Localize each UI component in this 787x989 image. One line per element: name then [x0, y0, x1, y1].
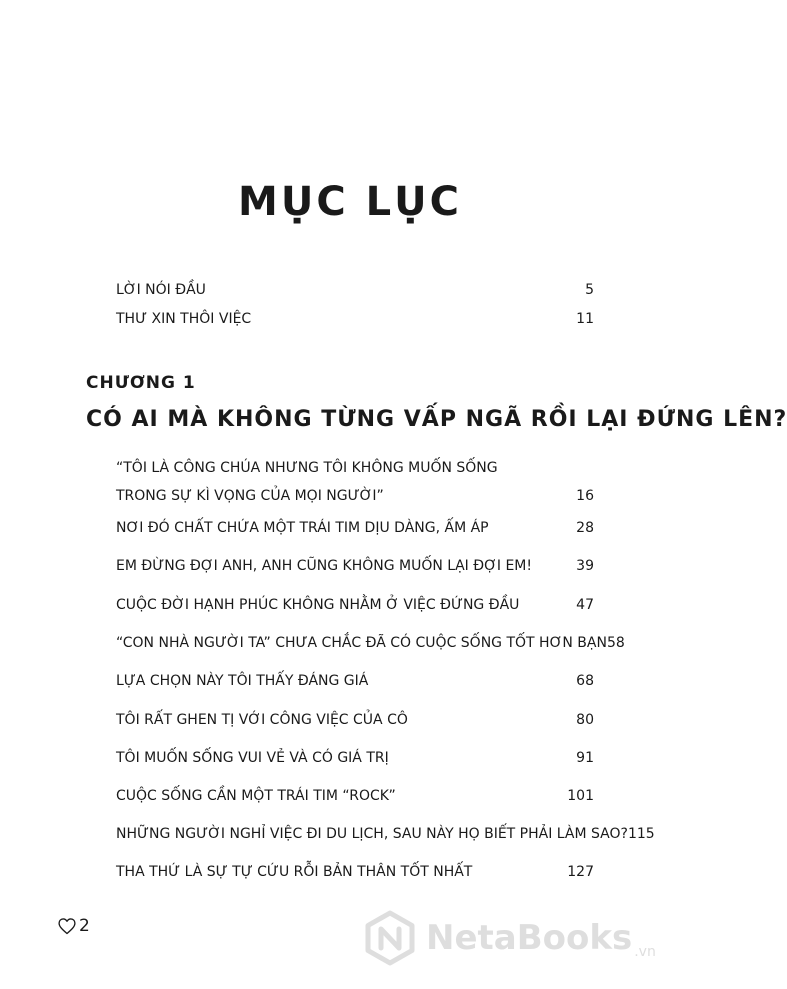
page-title: MỤC LỤC — [238, 179, 462, 225]
watermark-brand: NetaBooks — [426, 918, 633, 958]
toc-entry[interactable] — [116, 786, 594, 806]
toc-entry-title: NHỮNG NGƯỜI NGHỈ VIỆC ĐI DU LỊCH, SAU NÀY HỌ BIẾT PHẢI LÀM SAO? — [116, 826, 628, 842]
toc-entry[interactable] — [116, 595, 594, 615]
toc-entry-title: TÔI MUỐN SỐNG VUI VẺ VÀ CÓ GIÁ TRỊ — [116, 750, 389, 766]
page-footer — [57, 914, 90, 938]
toc-entry-title: NƠI ĐÓ CHẤT CHỨA MỘT TRÁI TIM DỊU DÀNG, ẤM ÁP — [116, 520, 489, 536]
toc-entry[interactable] — [116, 458, 594, 506]
toc-entry[interactable] — [116, 824, 655, 844]
toc-entry-page: 68 — [576, 673, 594, 689]
toc-entry-page: 28 — [576, 520, 594, 536]
toc-entry-preface[interactable] — [116, 280, 594, 300]
toc-entry-page: 39 — [576, 558, 594, 574]
toc-entry-title: THƯ XIN THÔI VIỆC — [116, 311, 252, 327]
toc-entry-title: CUỘC SỐNG CẦN MỘT TRÁI TIM “ROCK” — [116, 788, 396, 804]
toc-entry[interactable] — [116, 671, 594, 691]
toc-entry[interactable] — [116, 710, 594, 730]
toc-entry-title: TÔI RẤT GHEN TỊ VỚI CÔNG VIỆC CỦA CÔ — [116, 712, 408, 728]
toc-entry-page: 80 — [576, 712, 594, 728]
toc-entry-page: 47 — [576, 597, 594, 613]
toc-entry[interactable] — [116, 748, 594, 768]
watermark — [362, 910, 656, 966]
toc-entry-title: LỰA CHỌN NÀY TÔI THẤY ĐÁNG GIÁ — [116, 673, 369, 689]
toc-entry-title: CUỘC ĐỜI HẠNH PHÚC KHÔNG NHẰM Ở VIỆC ĐỨNG ĐẦU — [116, 597, 520, 613]
heart-icon — [57, 916, 77, 936]
page-number: 2 — [79, 916, 90, 936]
toc-entry-title-line1: “TÔI LÀ CÔNG CHÚA NHƯNG TÔI KHÔNG MUỐN SỐNG — [116, 460, 498, 476]
toc-entry-page: 101 — [567, 788, 594, 804]
toc-entry-title-line2: TRONG SỰ KÌ VỌNG CỦA MỌI NGƯỜI” — [116, 488, 384, 504]
toc-entry-page: 91 — [576, 750, 594, 766]
toc-entry[interactable] — [116, 633, 625, 653]
toc-entry-page: 5 — [585, 282, 594, 298]
toc-entry-page: 127 — [567, 864, 594, 880]
netabooks-logo-icon — [362, 910, 418, 966]
toc-entry[interactable] — [116, 556, 594, 576]
toc-entry-page: 11 — [576, 311, 594, 327]
toc-entry-page: 58 — [606, 635, 625, 651]
toc-entry-resignation-letter[interactable] — [116, 309, 594, 329]
toc-entry[interactable] — [116, 518, 594, 538]
toc-entry-title: THA THỨ LÀ SỰ TỰ CỨU RỖI BẢN THÂN TỐT NHẤT — [116, 864, 473, 880]
toc-entry-title: “CON NHÀ NGƯỜI TA” CHƯA CHẮC ĐÃ CÓ CUỘC SỐNG TỐT HƠN BẠN — [116, 635, 607, 651]
toc-entry-title: LỜI NÓI ĐẦU — [116, 282, 206, 298]
chapter-title: CÓ AI MÀ KHÔNG TỪNG VẤP NGÃ RỒI LẠI ĐỨNG LÊN? — [86, 407, 787, 432]
toc-entry-page: 115 — [627, 826, 655, 842]
toc-entry[interactable] — [116, 862, 594, 882]
watermark-suffix: .vn — [634, 944, 656, 960]
toc-entry-title: EM ĐỪNG ĐỢI ANH, ANH CŨNG KHÔNG MUỐN LẠI ĐỢI EM! — [116, 558, 532, 574]
chapter-label: CHƯƠNG 1 — [86, 373, 196, 393]
toc-entry-page: 16 — [576, 488, 594, 504]
